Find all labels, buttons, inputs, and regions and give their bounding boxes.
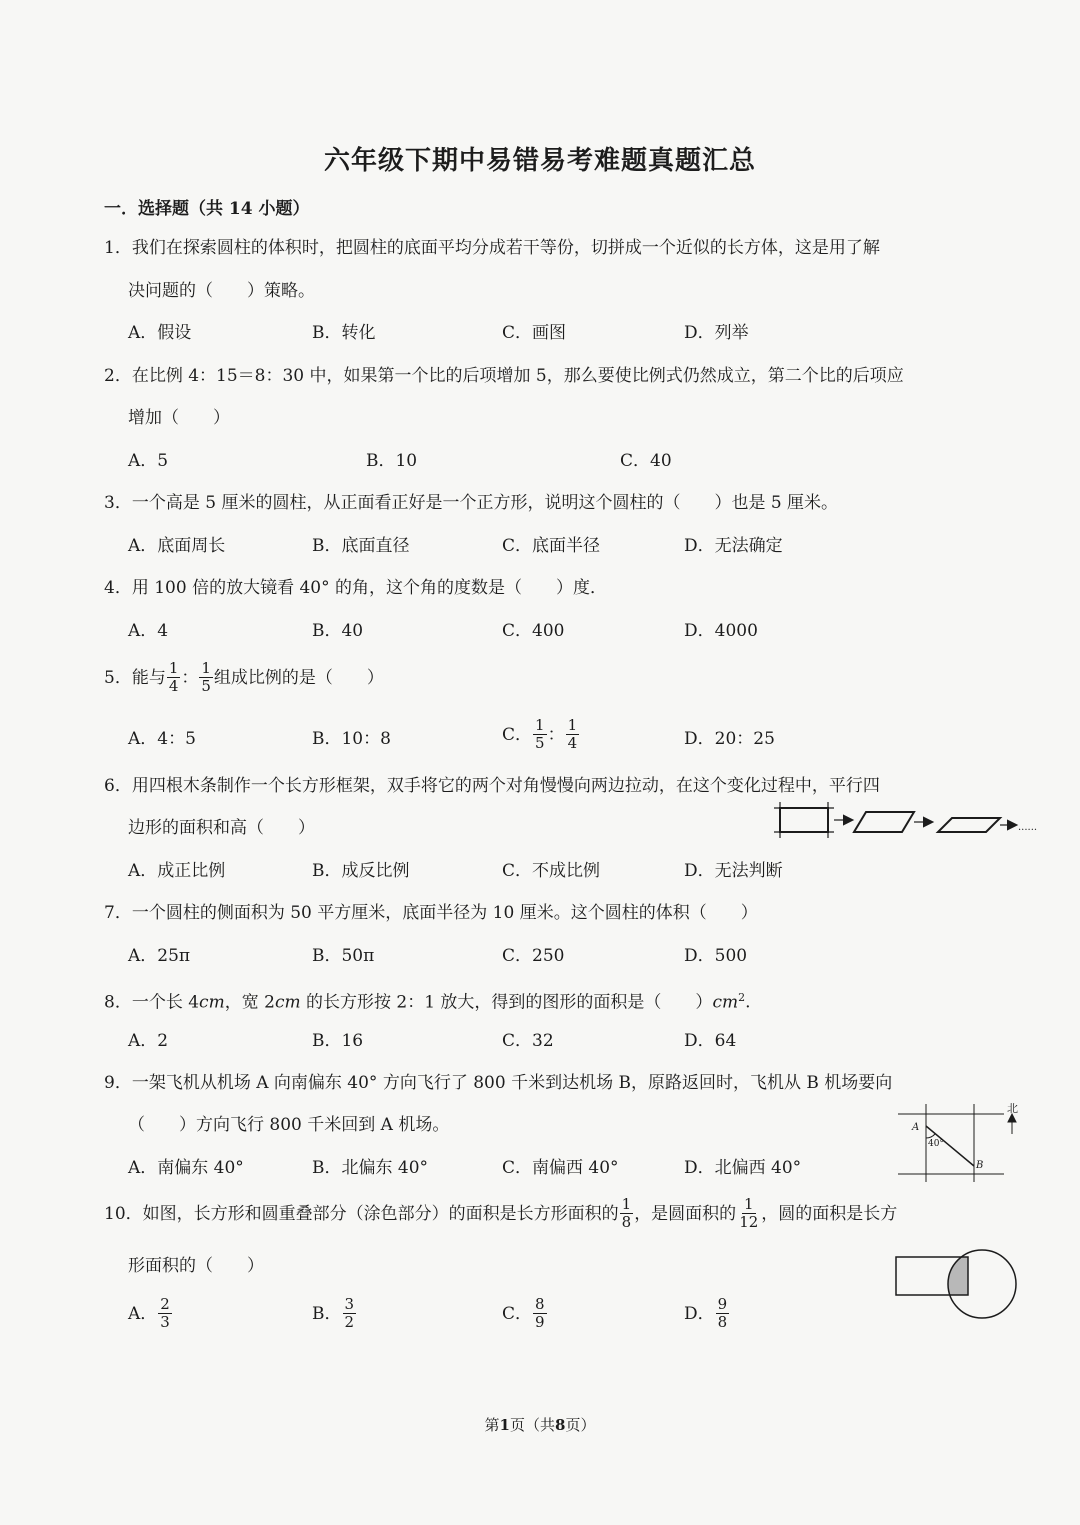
question-10-fraction-1: $\frac{1}{8}$ [621, 1195, 632, 1231]
question-6-line-2: 边形的面积和高（ ） [128, 818, 315, 838]
question-5-line-1 [104, 660, 384, 695]
question-4-option-c[interactable]: C．400 [502, 621, 565, 641]
question-8-option-d[interactable]: D．64 [684, 1031, 737, 1051]
question-9-option-b[interactable]: B．北偏东 40° [312, 1158, 429, 1178]
question-10-fraction-2: $\frac{1}{12}$ [739, 1195, 759, 1231]
question-10-option-c[interactable]: C． $\frac{8}{9}$ [502, 1295, 545, 1331]
total-page-number: 8 [555, 1416, 566, 1434]
question-7-option-b[interactable]: B．50π [312, 946, 375, 966]
question-7-option-d[interactable]: D．500 [684, 946, 748, 966]
question-10-line-2: 形面积的（ ） [128, 1256, 264, 1276]
rectangle-circle-figure [890, 1240, 1024, 1326]
question-9-option-c[interactable]: C．南偏西 40° [502, 1158, 619, 1178]
question-7-line-1: 7．一个圆柱的侧面积为 50 平方厘米，底面半径为 10 厘米。这个圆柱的体积（ ） [104, 903, 758, 923]
question-5-option-a[interactable]: A．4：5 [128, 729, 196, 749]
question-5-fraction-1: $\frac{1}{4}$ [168, 659, 179, 695]
frame-transformation-figure [774, 800, 1040, 842]
question-9-option-a[interactable]: A．南偏东 40° [128, 1158, 244, 1178]
question-5-prefix: 5．能与 [104, 667, 166, 688]
question-2-option-c[interactable]: C．40 [620, 451, 672, 471]
question-3-option-a[interactable]: A．底面周长 [128, 536, 226, 556]
question-8-option-a[interactable]: A．2 [128, 1031, 169, 1051]
question-5-suffix: 组成比例的是（ ） [213, 667, 384, 688]
question-5-option-c[interactable]: C． $\frac{1}{5}$ ： $\frac{1}{4}$ [502, 716, 578, 752]
question-2-option-b[interactable]: B．10 [366, 451, 418, 471]
question-1-option-b[interactable]: B．转化 [312, 323, 376, 343]
question-7-option-a[interactable]: A．25π [128, 946, 191, 966]
question-3-option-d[interactable]: D．无法确定 [684, 536, 783, 556]
question-4-option-b[interactable]: B．40 [312, 621, 364, 641]
question-3-option-c[interactable]: C．底面半径 [502, 536, 601, 556]
question-6-option-b[interactable]: B．成反比例 [312, 861, 410, 881]
question-4-line-1: 4．用 100 倍的放大镜看 40° 的角，这个角的度数是（ ）度． [104, 578, 608, 598]
compass-direction-figure [892, 1098, 1024, 1184]
question-2-option-a[interactable]: A．5 [128, 451, 169, 471]
question-3-option-b[interactable]: B．底面直径 [312, 536, 410, 556]
question-6-option-a[interactable]: A．成正比例 [128, 861, 226, 881]
question-1-line-2: 决问题的（ ）策略。 [128, 281, 315, 301]
angle-label: 40° [928, 1139, 944, 1149]
question-9-line-2: （ ）方向飞行 800 千米回到 A 机场。 [128, 1115, 450, 1135]
question-10-option-b[interactable]: B． $\frac{3}{2}$ [312, 1295, 355, 1331]
question-5-option-c-fraction-2: $\frac{1}{4}$ [567, 716, 578, 752]
page-title: 六年级下期中易错易考难题真题汇总 [323, 146, 756, 176]
question-10-option-a[interactable]: A． $\frac{2}{3}$ [128, 1295, 170, 1331]
question-8-option-c[interactable]: C．32 [502, 1031, 554, 1051]
question-6-option-c[interactable]: C．不成比例 [502, 861, 601, 881]
question-10-option-d[interactable]: D． $\frac{9}{8}$ [684, 1295, 728, 1331]
question-1-option-d[interactable]: D．列举 [684, 323, 749, 343]
current-page-number: 1 [499, 1416, 510, 1434]
question-2-line-1: 2．在比例 4：15＝8：30 中，如果第一个比的后项增加 5，那么要使比例式仍然成立，第二个比的后项应 [104, 366, 904, 386]
question-5-option-d[interactable]: D．20：25 [684, 729, 775, 749]
question-9-option-d[interactable]: D．北偏西 40° [684, 1158, 802, 1178]
question-7-option-c[interactable]: C．250 [502, 946, 565, 966]
question-5-fraction-2: $\frac{1}{5}$ [201, 659, 211, 695]
question-5-option-b[interactable]: B．10：8 [312, 729, 391, 749]
page-footer: 第1页（共8页） [484, 1416, 596, 1434]
question-8-option-b[interactable]: B．16 [312, 1031, 364, 1051]
question-3-line-1: 3．一个高是 5 厘米的圆柱，从正面看正好是一个正方形，说明这个圆柱的（ ）也是 5 厘米。 [104, 493, 839, 513]
question-4-option-a[interactable]: A．4 [128, 621, 169, 641]
section-heading: 一．选择题（共 14 小题） [104, 199, 310, 219]
point-b-label: B [976, 1160, 984, 1171]
question-6-option-d[interactable]: D．无法判断 [684, 861, 783, 881]
point-a-label: A [912, 1122, 920, 1133]
question-1-line-1: 1．我们在探索圆柱的体积时，把圆柱的底面平均分成若干等份，切拼成一个近似的长方体，这是用了解 [104, 238, 880, 258]
question-2-line-2: 增加（ ） [128, 408, 230, 428]
question-10-line-1: 10．如图，长方形和圆重叠部分（涂色部分）的面积是长方形面积的 $\frac{1}{8}$ ，是圆面积的 $\frac{1}{12}$ ，圆的面积是长方 [104, 1195, 898, 1231]
figure-dots: ...... [1018, 822, 1038, 833]
question-1-option-a[interactable]: A．假设 [128, 323, 192, 343]
question-9-line-1: 9．一架飞机从机场 A 向南偏东 40° 方向飞行了 800 千米到达机场 B，原路返回时，飞机从 B 机场要向 [104, 1073, 893, 1093]
question-5-option-c-fraction-1: $\frac{1}{5}$ [535, 716, 545, 752]
question-4-option-d[interactable]: D．4000 [684, 621, 758, 641]
question-1-option-c[interactable]: C．画图 [502, 323, 567, 343]
question-5-ratio-sep: ： [181, 667, 199, 688]
question-6-line-1: 6．用四根木条制作一个长方形框架，双手将它的两个对角慢慢向两边拉动，在这个变化过程中，平行四 [104, 776, 880, 796]
question-8-line-1: 8．一个长 4cm，宽 2cm 的长方形按 2：1 放大，得到的图形的面积是（ ）$cm^2$. [104, 991, 751, 1013]
north-label: 北 [1007, 1102, 1018, 1115]
